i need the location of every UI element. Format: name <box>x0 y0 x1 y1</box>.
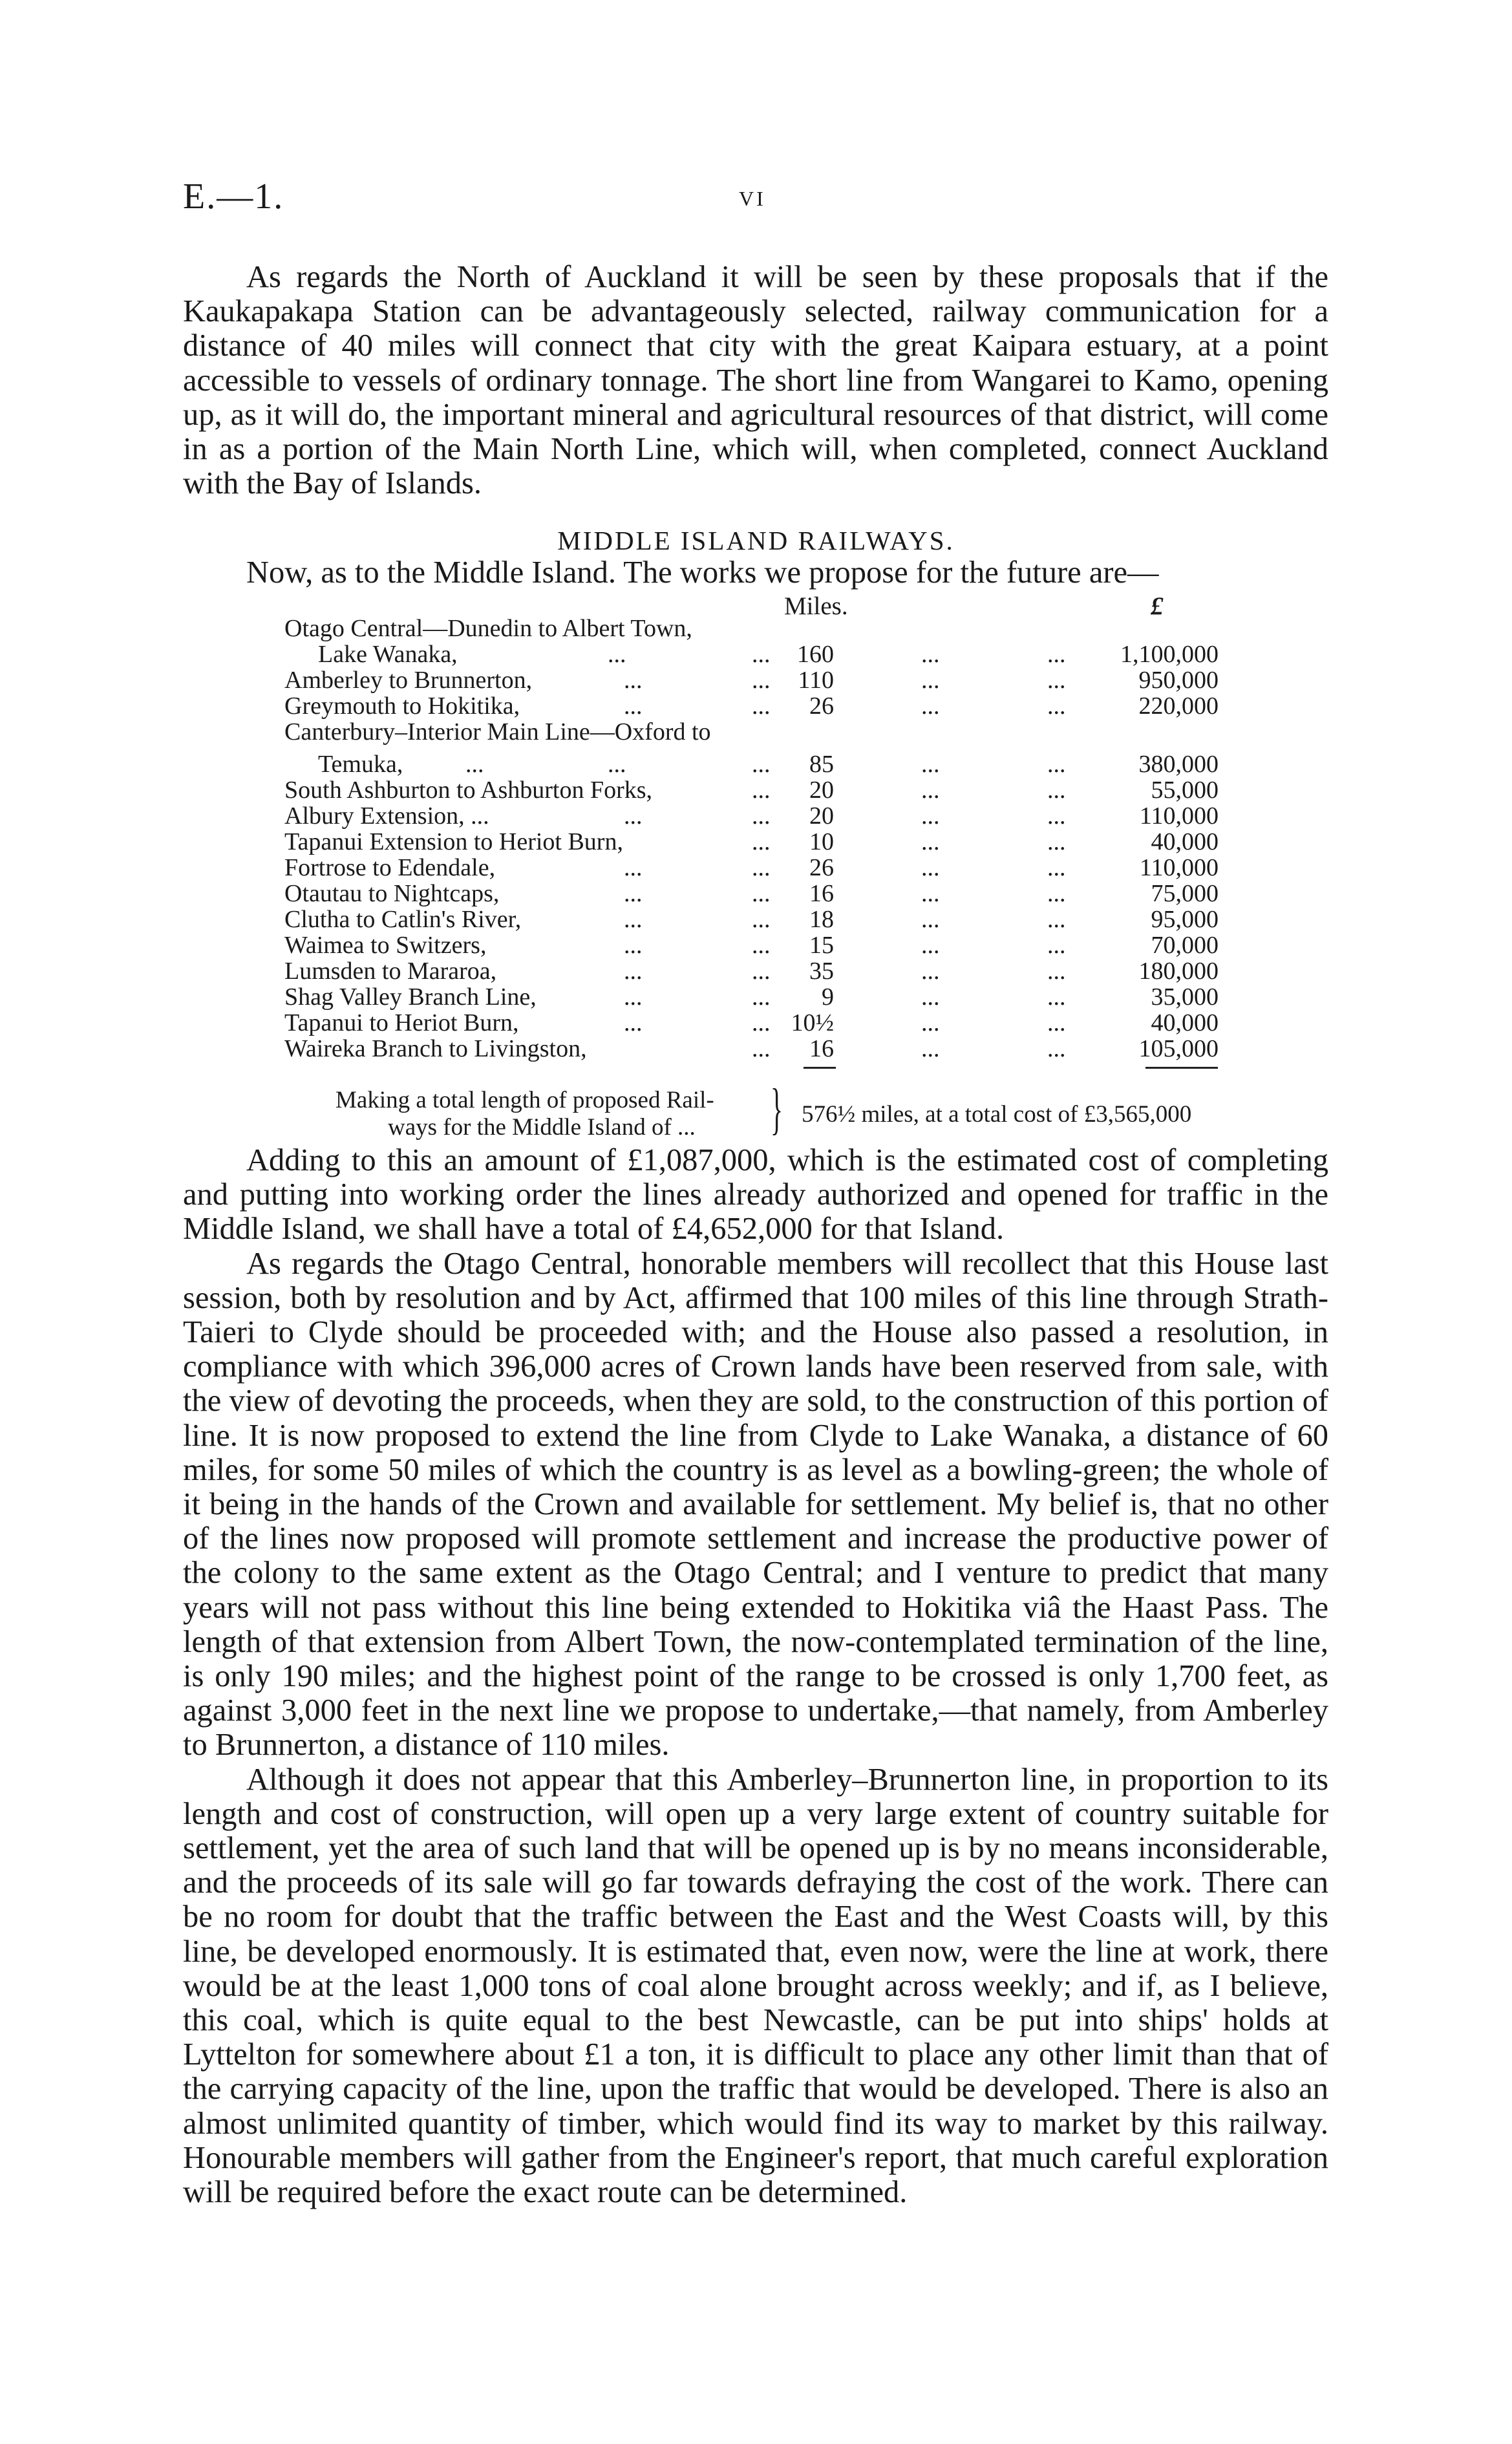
leader-dots: ... <box>921 983 940 1011</box>
miles-value: 16 <box>809 880 834 907</box>
line-name: Greymouth to Hokitika, <box>284 692 520 720</box>
leader-dots: ... <box>624 932 643 959</box>
summary-brace: } <box>771 1078 783 1141</box>
line-name: Otautau to Nightcaps, <box>284 880 500 907</box>
leader-dots: ... <box>465 751 484 778</box>
pounds-value: 35,000 <box>1151 983 1219 1011</box>
line-name: Amberley to Brunnerton, <box>284 667 533 694</box>
leader-dots: ... <box>624 667 643 694</box>
leader-dots: ... <box>624 880 643 907</box>
leader-dots: ... <box>921 1009 940 1036</box>
leader-dots: ... <box>921 777 940 804</box>
pounds-value: 40,000 <box>1151 1009 1219 1036</box>
miles-value: 20 <box>809 777 834 804</box>
miles-column-header: Miles. <box>784 592 848 620</box>
pounds-value: 55,000 <box>1151 777 1219 804</box>
summary-total: 576½ miles, at a total cost of £3,565,000 <box>802 1101 1192 1128</box>
table-row <box>0 983 1512 1011</box>
pounds-value: 40,000 <box>1151 828 1219 855</box>
paragraph-text: Although it does not appear that this Amberley–Brunnerton line, in proportion to its length and cost of construction, will open up a very large extent of country suitable for settlement, yet the area of such land that will be opened up is by no means inconsiderable, and the proceeds of its sale will go far towards defraying the cost of the work. There can be no room for doubt that the traffic between the East and the West Coasts will, by this line, be developed enormously. It is estimated that, even now, were the line at work, there would be at the least 1,000 tons of coal alone brought across weekly; and if, as I believe, this coal, which is quite equal to the best Newcastle, can be put into ships' holds at Lyttelton for somewhere about £1 a ton, it is difficult to place any other limit than that of the carrying capacity of the line, upon the traffic that would be developed. There is also an almost unlimited quantity of timber, which would find its way to market by this railway. Honourable members will gather from the Engineer's report, that much careful exploration will be required before the exact route can be determined. <box>183 1762 1328 2210</box>
leader-dots: ... <box>624 802 643 830</box>
paragraph-text: As regards the North of Auckland it will be seen by these proposals that if the Kaukapakapa Station can be advantageously selected, railway communication for a distance of 40 miles will connect that city with the great Kaipara estuary, at a point accessible to vessels of ordinary tonnage. The short line from Wangarei to Kamo, opening up, as it will do, the important mineral and agricultural resources of that district, will come in as a portion of the Main North Line, which will, when completed, connect Auckland with the Bay of Islands. <box>183 260 1328 501</box>
leader-dots: ... <box>1047 880 1066 907</box>
leader-dots: ... <box>752 828 771 855</box>
summary-label-line2: ways for the Middle Island of ... <box>388 1114 696 1141</box>
leader-dots: ... <box>1047 751 1066 778</box>
leader-dots: ... <box>752 777 771 804</box>
section-intro: Now, as to the Middle Island. The works we propose for the future are— <box>246 555 1159 590</box>
table-row <box>0 640 1512 669</box>
leader-dots: ... <box>921 667 940 694</box>
leader-dots: ... <box>1047 1009 1066 1036</box>
leader-dots: ... <box>1047 932 1066 959</box>
leader-dots: ... <box>624 1009 643 1036</box>
pounds-value: 105,000 <box>1138 1035 1219 1062</box>
leader-dots: ... <box>752 667 771 694</box>
line-name: Shag Valley Branch Line, <box>284 983 537 1011</box>
leader-dots: ... <box>752 1035 771 1062</box>
paragraph-text: Adding to this an amount of £1,087,000, which is the estimated cost of completing and putting into working order the lines already authorized and opened for traffic in the Middle Island, we shall have a total of £4,652,000 for that Island. <box>183 1143 1328 1247</box>
leader-dots: ... <box>921 854 940 881</box>
leader-dots: ... <box>624 854 643 881</box>
leader-dots: ... <box>752 692 771 720</box>
leader-dots: ... <box>1047 854 1066 881</box>
miles-value: 10½ <box>791 1009 834 1036</box>
table-row <box>0 776 1512 804</box>
miles-value: 110 <box>798 667 834 694</box>
leader-dots: ... <box>752 854 771 881</box>
leader-dots: ... <box>752 983 771 1011</box>
leader-dots: ... <box>1047 958 1066 985</box>
leader-dots: ... <box>921 751 940 778</box>
miles-value: 10 <box>809 828 834 855</box>
line-name: Fortrose to Edendale, <box>284 854 496 881</box>
table-row <box>0 802 1512 830</box>
table-row <box>0 718 1512 746</box>
leader-dots: ... <box>1047 641 1066 668</box>
leader-dots: ... <box>752 802 771 830</box>
table-row <box>0 957 1512 985</box>
leader-dots: ... <box>921 692 940 720</box>
pounds-value: 1,100,000 <box>1120 641 1219 668</box>
line-name: Waireka Branch to Livingston, <box>284 1035 587 1062</box>
pounds-value: 380,000 <box>1138 751 1219 778</box>
line-name: Lumsden to Mararoa, <box>284 958 497 985</box>
line-name: South Ashburton to Ashburton Forks, <box>284 777 653 804</box>
pounds-value: 220,000 <box>1138 692 1219 720</box>
table-row <box>0 1034 1512 1063</box>
miles-value: 160 <box>797 641 834 668</box>
leader-dots: ... <box>624 692 643 720</box>
line-name: Tapanui Extension to Heriot Burn, <box>284 828 623 855</box>
miles-value: 85 <box>809 751 834 778</box>
leader-dots: ... <box>1047 777 1066 804</box>
line-name: Canterbury–Interior Main Line—Oxford to <box>284 718 711 745</box>
leader-dots: ... <box>1047 802 1066 830</box>
pounds-column-header: £ <box>1151 592 1164 620</box>
line-name: Tapanui to Heriot Burn, <box>284 1009 519 1036</box>
leader-dots: ... <box>921 906 940 933</box>
leader-dots: ... <box>752 751 771 778</box>
pounds-value: 110,000 <box>1139 802 1219 830</box>
miles-value: 9 <box>822 983 834 1011</box>
summary-label-line1: Making a total length of proposed Rail- <box>335 1087 714 1113</box>
line-name-continued: Temuka, <box>318 751 403 778</box>
miles-value: 26 <box>809 854 834 881</box>
table-row <box>0 666 1512 694</box>
pounds-value: 75,000 <box>1151 880 1219 907</box>
line-name: Waimea to Switzers, <box>284 932 487 959</box>
leader-dots: ... <box>921 828 940 855</box>
leader-dots: ... <box>624 906 643 933</box>
leader-dots: ... <box>752 906 771 933</box>
table-row <box>0 879 1512 908</box>
leader-dots: ... <box>608 751 626 778</box>
table-row <box>0 1009 1512 1037</box>
leader-dots: ... <box>752 880 771 907</box>
line-name: Clutha to Catlin's River, <box>284 906 522 933</box>
line-name: Otago Central—Dunedin to Albert Town, <box>284 615 692 642</box>
leader-dots: ... <box>921 880 940 907</box>
pounds-value: 95,000 <box>1151 906 1219 933</box>
leader-dots: ... <box>624 958 643 985</box>
middle-island-discussion <box>183 1143 1328 2209</box>
pounds-total-rule <box>1145 1067 1218 1069</box>
miles-value: 15 <box>809 932 834 959</box>
leader-dots: ... <box>752 932 771 959</box>
miles-value: 16 <box>809 1035 834 1062</box>
miles-value: 18 <box>809 906 834 933</box>
leader-dots: ... <box>752 1009 771 1036</box>
leader-dots: ... <box>624 983 643 1011</box>
line-name-continued: Lake Wanaka, <box>318 641 458 668</box>
page-header <box>183 176 1328 228</box>
pounds-value: 110,000 <box>1139 854 1219 881</box>
leader-dots: ... <box>1047 983 1066 1011</box>
table-row <box>0 750 1512 778</box>
pounds-value: 180,000 <box>1138 958 1219 985</box>
leader-dots: ... <box>1047 667 1066 694</box>
table-row <box>0 853 1512 882</box>
leader-dots: ... <box>921 958 940 985</box>
table-row <box>0 828 1512 856</box>
section-heading: MIDDLE ISLAND RAILWAYS. <box>557 526 955 555</box>
document-reference: E.—1. <box>183 177 284 217</box>
table-row <box>0 905 1512 934</box>
table-row <box>0 614 1512 643</box>
leader-dots: ... <box>921 802 940 830</box>
leader-dots: ... <box>1047 692 1066 720</box>
miles-value: 35 <box>809 958 834 985</box>
miles-value: 20 <box>809 802 834 830</box>
leader-dots: ... <box>921 641 940 668</box>
leader-dots: ... <box>752 958 771 985</box>
leader-dots: ... <box>921 932 940 959</box>
paragraph-text: As regards the Otago Central, honorable members will recollect that this House last session, both by resolution and by Act, affirmed that 100 miles of this line through Strath-Taieri to Clyde should be proceeded with; and the House also passed a resolution, in compliance with which 396,000 acres of Crown lands have been reserved from sale, with the view of devoting the proceeds, when they are sold, to the construction of this portion of line. It is now proposed to extend the line from Clyde to Lake Wanaka, a distance of 60 miles, for some 50 miles of which the country is as level as a bowling-green; the whole of it being in the hands of the Crown and available for settlement. My belief is, that no other of the lines now proposed will promote settlement and increase the productive power of the colony to the same extent as the Otago Central; and I venture to predict that many years will not pass without this line being extended to Hokitika viâ the Haast Pass. The length of that extension from Albert Town, the now-contemplated termination of the line, is only 190 miles; and the highest point of the range to be crossed is only 1,700 feet, as against 3,000 feet in the next line we propose to undertake,—that namely, from Amberley to Brunnerton, a distance of 110 miles. <box>183 1246 1328 1763</box>
line-name: Albury Extension, ... <box>284 802 489 830</box>
pounds-value: 950,000 <box>1138 667 1219 694</box>
leader-dots: ... <box>1047 906 1066 933</box>
paragraph-north-auckland <box>183 260 1328 500</box>
table-row <box>0 692 1512 720</box>
leader-dots: ... <box>1047 1035 1066 1062</box>
table-summary <box>0 1078 1512 1141</box>
leader-dots: ... <box>752 641 771 668</box>
leader-dots: ... <box>921 1035 940 1062</box>
miles-total-rule <box>804 1067 836 1069</box>
leader-dots: ... <box>608 641 626 668</box>
pounds-value: 70,000 <box>1151 932 1219 959</box>
table-row <box>0 931 1512 959</box>
miles-value: 26 <box>809 692 834 720</box>
leader-dots: ... <box>1047 828 1066 855</box>
page-number: vi <box>739 179 766 212</box>
